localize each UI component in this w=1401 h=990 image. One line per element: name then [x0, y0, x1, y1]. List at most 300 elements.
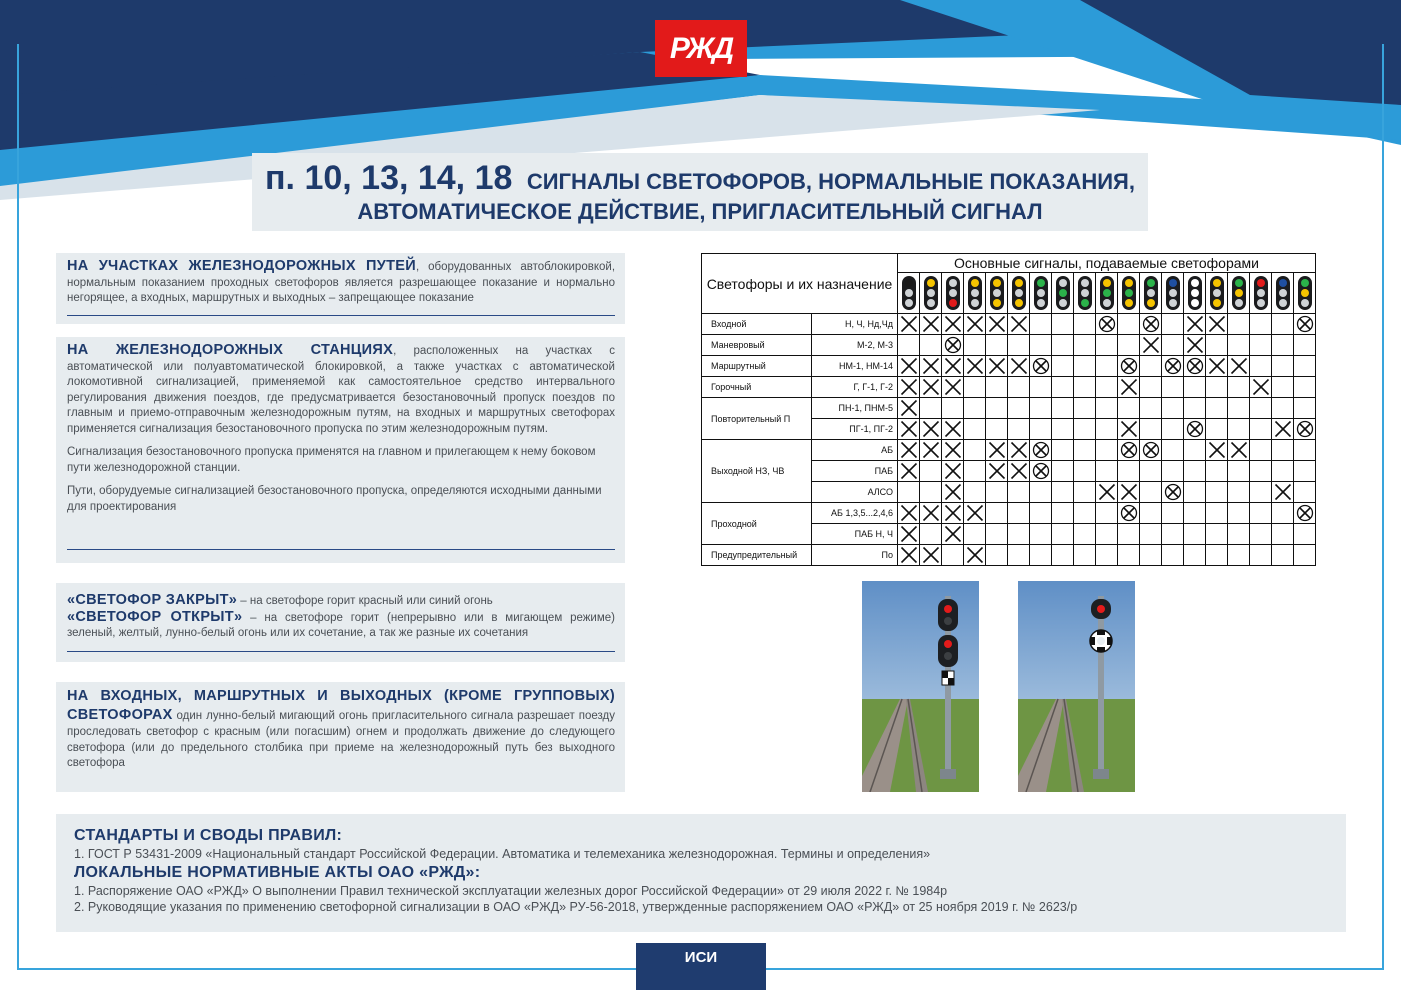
table-cell: [986, 503, 1008, 524]
table-cell: [1030, 419, 1052, 440]
traffic-light-icon: [967, 275, 983, 311]
lamp-icon: [971, 299, 979, 307]
table-cell: [1052, 356, 1074, 377]
section-track-sections: [56, 253, 625, 324]
lamp-icon: [1279, 279, 1287, 287]
table-row: [702, 377, 1316, 398]
table-cell: [1030, 314, 1052, 335]
table-cell: [1250, 461, 1272, 482]
lamp-icon: [1191, 279, 1199, 287]
table-cell: [1096, 440, 1118, 461]
cross-icon: [1274, 420, 1292, 438]
cross-icon: [1120, 378, 1138, 396]
lamp-icon: [927, 299, 935, 307]
cross-icon: [922, 504, 940, 522]
table-cell: [1096, 377, 1118, 398]
signal-head-cell: [1008, 273, 1030, 314]
table-cell: [1250, 377, 1272, 398]
section-signal-states: [56, 583, 625, 662]
table-row: [702, 314, 1316, 335]
signal-code: НМ-1, НМ-14: [812, 356, 898, 377]
table-cell: [1052, 545, 1074, 566]
table-cell: [1272, 314, 1294, 335]
circled-cross-icon: [1186, 420, 1204, 438]
signal-code: АЛСО: [812, 482, 898, 503]
lamp-icon: [993, 279, 1001, 287]
table-cell: [964, 503, 986, 524]
signal-type-name: Выходной НЗ, ЧВ: [702, 440, 812, 503]
table-cell: [1074, 524, 1096, 545]
lamp-icon: [1037, 299, 1045, 307]
table-head-left: Светофоры и их назначение: [702, 254, 898, 314]
circled-cross-icon: [1120, 357, 1138, 375]
lamp-icon: [1103, 299, 1111, 307]
table-cell: [1294, 545, 1316, 566]
table-row: [702, 545, 1316, 566]
footer-label: ИСИ: [636, 943, 766, 990]
table-cell: [1074, 461, 1096, 482]
table-cell: [1030, 461, 1052, 482]
traffic-light-icon: [1099, 275, 1115, 311]
circled-cross-icon: [1032, 462, 1050, 480]
table-cell: [920, 545, 942, 566]
local-acts-item-1: 1. Распоряжение ОАО «РЖД» О выполнении Правил технической эксплуатации железных дорог Российской Федерации» от 29 июля 2022 г. № 1984р: [74, 883, 948, 898]
lamp-icon: [905, 299, 913, 307]
cross-icon: [900, 546, 918, 564]
cross-icon: [922, 357, 940, 375]
cross-icon: [922, 441, 940, 459]
table-cell: [1272, 524, 1294, 545]
traffic-light-icon: [1077, 275, 1093, 311]
cross-icon: [922, 315, 940, 333]
cross-icon: [1230, 357, 1248, 375]
table-cell: [964, 482, 986, 503]
lamp-icon: [1081, 289, 1089, 297]
table-cell: [1052, 398, 1074, 419]
signal-head-cell: [986, 273, 1008, 314]
lamp-icon: [1213, 279, 1221, 287]
table-cell: [1118, 398, 1140, 419]
circled-cross-icon: [1164, 483, 1182, 501]
signal-open-heading: «СВЕТОФОР ОТКРЫТ»: [67, 608, 243, 625]
table-cell: [1184, 545, 1206, 566]
lamp-icon: [1037, 279, 1045, 287]
table-cell: [1140, 524, 1162, 545]
section-2-paragraph-2: Сигнализация безостановочного пропуска применятся на главном и прилегающем к нему боковом пути железнодорожной станции.: [67, 446, 596, 474]
lamp-icon: [1147, 279, 1155, 287]
cross-icon: [922, 546, 940, 564]
table-cell: [1118, 524, 1140, 545]
table-cell: [920, 503, 942, 524]
traffic-light-icon: [1011, 275, 1027, 311]
table-cell: [942, 440, 964, 461]
table-cell: [1052, 419, 1074, 440]
table-cell: [1140, 440, 1162, 461]
table-cell: [1206, 524, 1228, 545]
local-acts-heading: ЛОКАЛЬНЫЕ НОРМАТИВНЫЕ АКТЫ ОАО «РЖД»:: [74, 863, 481, 881]
signal-type-name: Повторительный П: [702, 398, 812, 440]
divider: [67, 549, 615, 550]
table-cell: [1206, 503, 1228, 524]
signal-type-name: Входной: [702, 314, 812, 335]
table-cell: [1272, 398, 1294, 419]
section-invitation-signal: [56, 682, 625, 792]
table-cell: [1052, 314, 1074, 335]
cross-icon: [900, 420, 918, 438]
signal-head-cell: [964, 273, 986, 314]
lamp-icon: [1279, 289, 1287, 297]
table-cell: [1228, 503, 1250, 524]
photo-invitation-signal: [1018, 581, 1135, 792]
table-cell: [986, 356, 1008, 377]
cross-icon: [944, 378, 962, 396]
lamp-icon: [1279, 299, 1287, 307]
table-cell: [1250, 419, 1272, 440]
circled-cross-icon: [1120, 441, 1138, 459]
cross-icon: [1142, 336, 1160, 354]
table-cell: [1250, 314, 1272, 335]
table-cell: [1184, 524, 1206, 545]
table-cell: [942, 335, 964, 356]
table-row: [702, 398, 1316, 419]
table-cell: [1228, 419, 1250, 440]
lamp-icon: [949, 299, 957, 307]
cross-icon: [944, 441, 962, 459]
signal-head-cell: [1250, 273, 1272, 314]
traffic-light-icon: [923, 275, 939, 311]
lamp-icon: [905, 289, 913, 297]
table-cell: [1162, 335, 1184, 356]
cross-icon: [900, 378, 918, 396]
table-cell: [1140, 503, 1162, 524]
table-cell: [1008, 461, 1030, 482]
table-cell: [1272, 335, 1294, 356]
table-cell: [1118, 335, 1140, 356]
table-cell: [1052, 482, 1074, 503]
table-cell: [1008, 356, 1030, 377]
signal-type-name: Предупредительный: [702, 545, 812, 566]
table-cell: [942, 482, 964, 503]
signal-type-name: Маневровый: [702, 335, 812, 356]
cross-icon: [900, 504, 918, 522]
cross-icon: [944, 420, 962, 438]
table-cell: [1096, 398, 1118, 419]
table-head-right: Основные сигналы, подаваемые светофорами: [898, 254, 1316, 273]
table-cell: [1294, 503, 1316, 524]
table-cell: [898, 503, 920, 524]
lamp-icon: [905, 279, 913, 287]
cross-icon: [1010, 441, 1028, 459]
table-cell: [1008, 419, 1030, 440]
table-cell: [1140, 398, 1162, 419]
cross-icon: [1186, 315, 1204, 333]
table-cell: [942, 545, 964, 566]
table-cell: [1272, 461, 1294, 482]
table-cell: [1184, 377, 1206, 398]
lamp-icon: [1257, 299, 1265, 307]
table-cell: [1184, 503, 1206, 524]
cross-icon: [988, 315, 1006, 333]
table-cell: [942, 524, 964, 545]
lamp-icon: [1059, 289, 1067, 297]
signal-closed-heading: «СВЕТОФОР ЗАКРЫТ»: [67, 592, 238, 608]
table-cell: [1030, 398, 1052, 419]
traffic-light-icon: [1187, 275, 1203, 311]
table-cell: [1140, 356, 1162, 377]
lamp-icon: [993, 299, 1001, 307]
signal-type-name: Маршрутный: [702, 356, 812, 377]
traffic-light-icon: [1253, 275, 1269, 311]
lamp-icon: [1301, 289, 1309, 297]
table-cell: [1250, 545, 1272, 566]
table-cell: [1008, 377, 1030, 398]
table-cell: [986, 314, 1008, 335]
table-cell: [1008, 440, 1030, 461]
traffic-light-icon: [1121, 275, 1137, 311]
table-cell: [1030, 482, 1052, 503]
lamp-icon: [949, 279, 957, 287]
table-cell: [1096, 545, 1118, 566]
table-cell: [1162, 524, 1184, 545]
signal-head-cell: [1294, 273, 1316, 314]
circled-cross-icon: [1296, 504, 1314, 522]
signal-code: М-2, М-3: [812, 335, 898, 356]
cross-icon: [900, 525, 918, 543]
table-cell: [1074, 377, 1096, 398]
table-cell: [1228, 314, 1250, 335]
cross-icon: [966, 315, 984, 333]
divider: [67, 315, 615, 316]
table-cell: [964, 524, 986, 545]
signal-head-cell: [1228, 273, 1250, 314]
table-cell: [1272, 419, 1294, 440]
table-cell: [1228, 545, 1250, 566]
lamp-icon: [1301, 279, 1309, 287]
traffic-light-icon: [1275, 275, 1291, 311]
cross-icon: [922, 378, 940, 396]
cross-icon: [900, 462, 918, 480]
table-cell: [1294, 440, 1316, 461]
table-cell: [1228, 377, 1250, 398]
table-cell: [1250, 524, 1272, 545]
table-cell: [964, 440, 986, 461]
table-cell: [1184, 356, 1206, 377]
table-cell: [1118, 461, 1140, 482]
table-cell: [1074, 503, 1096, 524]
signal-head-cell: [920, 273, 942, 314]
table-cell: [920, 356, 942, 377]
traffic-light-icon: [901, 275, 917, 311]
traffic-light-icon: [989, 275, 1005, 311]
table-cell: [942, 314, 964, 335]
table-cell: [1228, 482, 1250, 503]
table-cell: [1162, 461, 1184, 482]
table-cell: [920, 482, 942, 503]
table-cell: [1162, 419, 1184, 440]
signal-code: ПН-1, ПНМ-5: [812, 398, 898, 419]
lamp-icon: [993, 289, 1001, 297]
table-cell: [1008, 524, 1030, 545]
lamp-icon: [1235, 289, 1243, 297]
table-cell: [1294, 419, 1316, 440]
table-cell: [964, 461, 986, 482]
standards-item-1: 1. ГОСТ Р 53431-2009 «Национальный стандарт Российской Федерации. Автоматика и телемеханика железнодорожная. Термины и определения»: [74, 847, 931, 861]
table-cell: [898, 335, 920, 356]
table-cell: [1272, 503, 1294, 524]
table-cell: [1030, 545, 1052, 566]
table-cell: [1140, 545, 1162, 566]
lamp-icon: [927, 289, 935, 297]
table-cell: [1228, 398, 1250, 419]
table-cell: [964, 356, 986, 377]
cross-icon: [944, 483, 962, 501]
table-cell: [1250, 440, 1272, 461]
table-cell: [898, 545, 920, 566]
cross-icon: [900, 357, 918, 375]
table-cell: [1184, 335, 1206, 356]
circled-cross-icon: [1142, 441, 1160, 459]
lamp-icon: [1125, 289, 1133, 297]
circled-cross-icon: [1296, 315, 1314, 333]
signal-head-cell: [1030, 273, 1052, 314]
table-cell: [1162, 482, 1184, 503]
cross-icon: [944, 315, 962, 333]
table-cell: [964, 419, 986, 440]
lamp-icon: [1059, 299, 1067, 307]
table-cell: [1228, 335, 1250, 356]
table-cell: [1140, 377, 1162, 398]
cross-icon: [900, 441, 918, 459]
lamp-icon: [1015, 279, 1023, 287]
signal-head-cell: [1272, 273, 1294, 314]
cross-icon: [988, 357, 1006, 375]
circled-cross-icon: [1120, 504, 1138, 522]
cross-icon: [1252, 378, 1270, 396]
circled-cross-icon: [944, 336, 962, 354]
signal-code: АБ 1,3,5...2,4,6: [812, 503, 898, 524]
rzd-logo-text: РЖД: [669, 31, 733, 65]
lamp-icon: [1015, 289, 1023, 297]
table-cell: [942, 419, 964, 440]
table-cell: [1206, 398, 1228, 419]
table-cell: [942, 461, 964, 482]
table-cell: [1294, 482, 1316, 503]
table-cell: [942, 356, 964, 377]
table-cell: [1162, 356, 1184, 377]
table-row: [702, 356, 1316, 377]
table-cell: [964, 545, 986, 566]
rzd-logo: [655, 20, 747, 77]
cross-icon: [900, 399, 918, 417]
table-cell: [1294, 356, 1316, 377]
table-cell: [964, 335, 986, 356]
table-cell: [986, 545, 1008, 566]
lamp-icon: [1147, 299, 1155, 307]
circled-cross-icon: [1032, 357, 1050, 375]
section-2-paragraph-3: Пути, оборудуемые сигнализацией безостановочного пропуска, определяются исходными данными для проектирования: [67, 485, 602, 513]
title-line-2: АВТОМАТИЧЕСКОЕ ДЕЙСТВИЕ, ПРИГЛАСИТЕЛЬНЫЙ СИГНАЛ: [357, 199, 1043, 224]
table-cell: [1228, 356, 1250, 377]
table-cell: [1030, 377, 1052, 398]
table-cell: [898, 419, 920, 440]
table-cell: [1074, 356, 1096, 377]
title-box: [252, 153, 1148, 231]
table-cell: [1008, 314, 1030, 335]
table-cell: [898, 356, 920, 377]
table-cell: [1008, 335, 1030, 356]
local-acts-item-2: 2. Руководящие указания по применению светофорной сигнализации в ОАО «РЖД» РУ-56-2018, утвержденные распоряжением ОАО «РЖД» от 25 ноября 2019 г. № 2623/р: [74, 900, 1078, 914]
cross-icon: [1186, 336, 1204, 354]
table-cell: [1008, 545, 1030, 566]
table-cell: [1030, 524, 1052, 545]
table-cell: [1162, 398, 1184, 419]
lamp-icon: [1169, 299, 1177, 307]
photo-entrance-signal: [862, 581, 979, 792]
table-cell: [1184, 314, 1206, 335]
cross-icon: [1208, 357, 1226, 375]
table-cell: [1074, 335, 1096, 356]
lamp-icon: [1059, 279, 1067, 287]
table-cell: [1052, 503, 1074, 524]
table-cell: [1074, 398, 1096, 419]
cross-icon: [988, 441, 1006, 459]
signal-code: Н, Ч, Нд,Чд: [812, 314, 898, 335]
table-cell: [1096, 524, 1118, 545]
cross-icon: [900, 315, 918, 333]
table-cell: [1250, 335, 1272, 356]
table-cell: [1162, 545, 1184, 566]
lamp-icon: [1125, 299, 1133, 307]
table-cell: [1008, 482, 1030, 503]
lamp-icon: [1125, 279, 1133, 287]
table-cell: [1118, 545, 1140, 566]
table-cell: [1140, 419, 1162, 440]
table-cell: [1074, 440, 1096, 461]
table-cell: [920, 419, 942, 440]
table-cell: [986, 482, 1008, 503]
table-cell: [898, 524, 920, 545]
signal-code: По: [812, 545, 898, 566]
table-cell: [1294, 377, 1316, 398]
cross-icon: [966, 357, 984, 375]
table-cell: [1184, 419, 1206, 440]
table-cell: [942, 398, 964, 419]
signal-type-name: Горочный: [702, 377, 812, 398]
table-cell: [1250, 482, 1272, 503]
lamp-icon: [1103, 279, 1111, 287]
section-2-heading: НА ЖЕЛЕЗНОДОРОЖНЫХ СТАНЦИЯХ: [67, 342, 394, 358]
table-cell: [1206, 335, 1228, 356]
traffic-light-icon: [1033, 275, 1049, 311]
signal-code: АБ: [812, 440, 898, 461]
table-cell: [964, 314, 986, 335]
table-cell: [964, 398, 986, 419]
table-cell: [1118, 503, 1140, 524]
signal-code: ПГ-1, ПГ-2: [812, 419, 898, 440]
table-cell: [1162, 314, 1184, 335]
cross-icon: [944, 357, 962, 375]
signal-head-cell: [1118, 273, 1140, 314]
table-cell: [1030, 440, 1052, 461]
signal-head-cell: [1074, 273, 1096, 314]
section-1-text: , оборудованных автоблокировкой, нормальным показанием проходных светофоров является разрешающее показание и нормально негорящее, а входных, маршрутных и выходных – запрещающее показание: [67, 261, 616, 304]
table-cell: [1074, 314, 1096, 335]
table-cell: [942, 503, 964, 524]
lamp-icon: [1147, 289, 1155, 297]
table-cell: [1096, 335, 1118, 356]
table-cell: [1294, 524, 1316, 545]
signal-code: ПАБ Н, Ч: [812, 524, 898, 545]
